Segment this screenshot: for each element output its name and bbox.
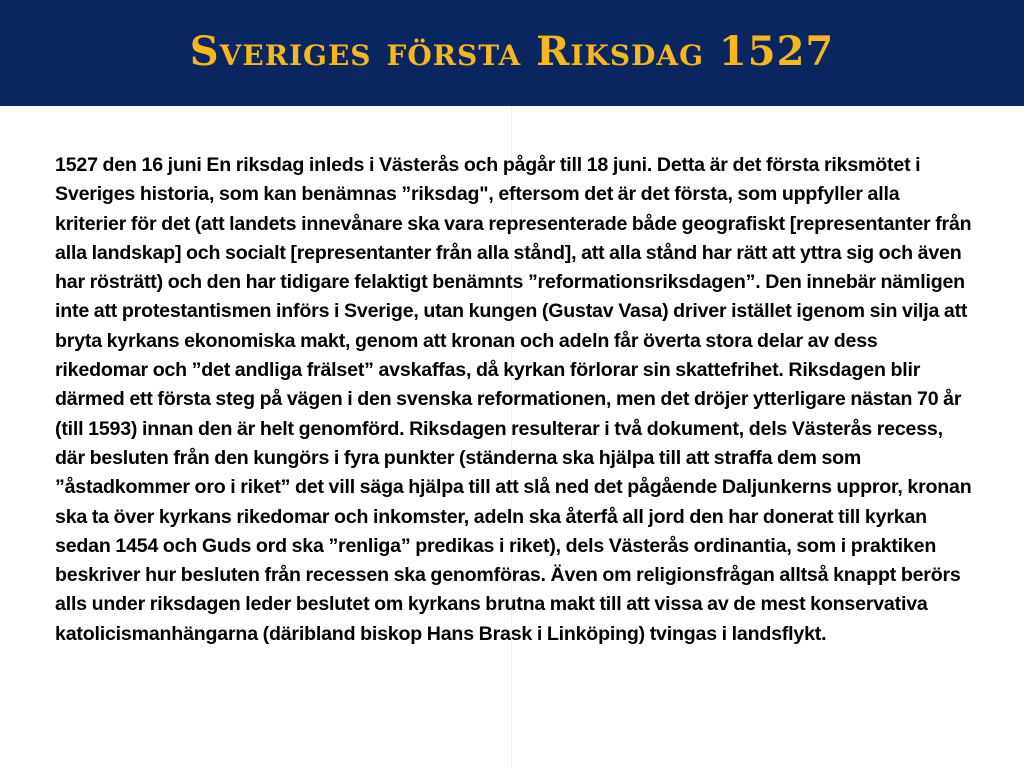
slide-title: Sveriges första Riksdag 1527	[189, 28, 835, 75]
body-paragraph: 1527 den 16 juni En riksdag inleds i Västerås och pågår till 18 juni. Detta är det första riksmötet i Sveriges historia, som kan benämnas ”riksdag", eftersom det är det första, som uppfyller alla kriterier för det (att landets innevånare ska vara representerade både geografiskt [representanter från alla landskap] och socialt [representanter från alla stånd], att alla stånd har rätt att yttra sig och även har rösträtt) och den har tidigare felaktigt benämnts ”reformationsriksdagen”. Den innebär nämligen inte att protestantismen införs i Sverige, utan kungen (Gustav Vasa) driver istället igenom sin vilja att bryta kyrkans ekonomiska makt, genom att kronan och adeln får överta stora delar av dess rikedomar och ”det andliga frälset” avskaffas, då kyrkan förlorar sin skattefrihet. Riksdagen blir därmed ett första steg på vägen i den svenska reformationen, men det dröjer ytterligare nästan 70 år (till 1593) innan den är helt genomförd. Riksdagen resulterar i två dokument, dels Västerås recess, där besluten från den kungörs i fyra punkter (ständerna ska hjälpa till att straffa dem som ”åstadkommer oro i riket” det vill säga hjälpa till att slå ned det pågående Daljunkerns uppror, kronan ska ta över kyrkans rikedomar och inkomster, adeln ska återfå all jord den har donerat till kyrkan sedan 1454 och Guds ord ska ”renliga” predikas i riket), dels Västerås ordinantia, som i praktiken beskriver hur besluten från recessen ska genomföras. Även om religionsfrågan alltså knappt berörs alls under riksdagen leder beslutet om kyrkans brutna makt till att vissa av de mest konservativa katolicismanhängarna (däribland biskop Hans Brask i Linköping) tvingas i landsflykt.	[55, 154, 972, 645]
title-banner	[0, 0, 1024, 106]
